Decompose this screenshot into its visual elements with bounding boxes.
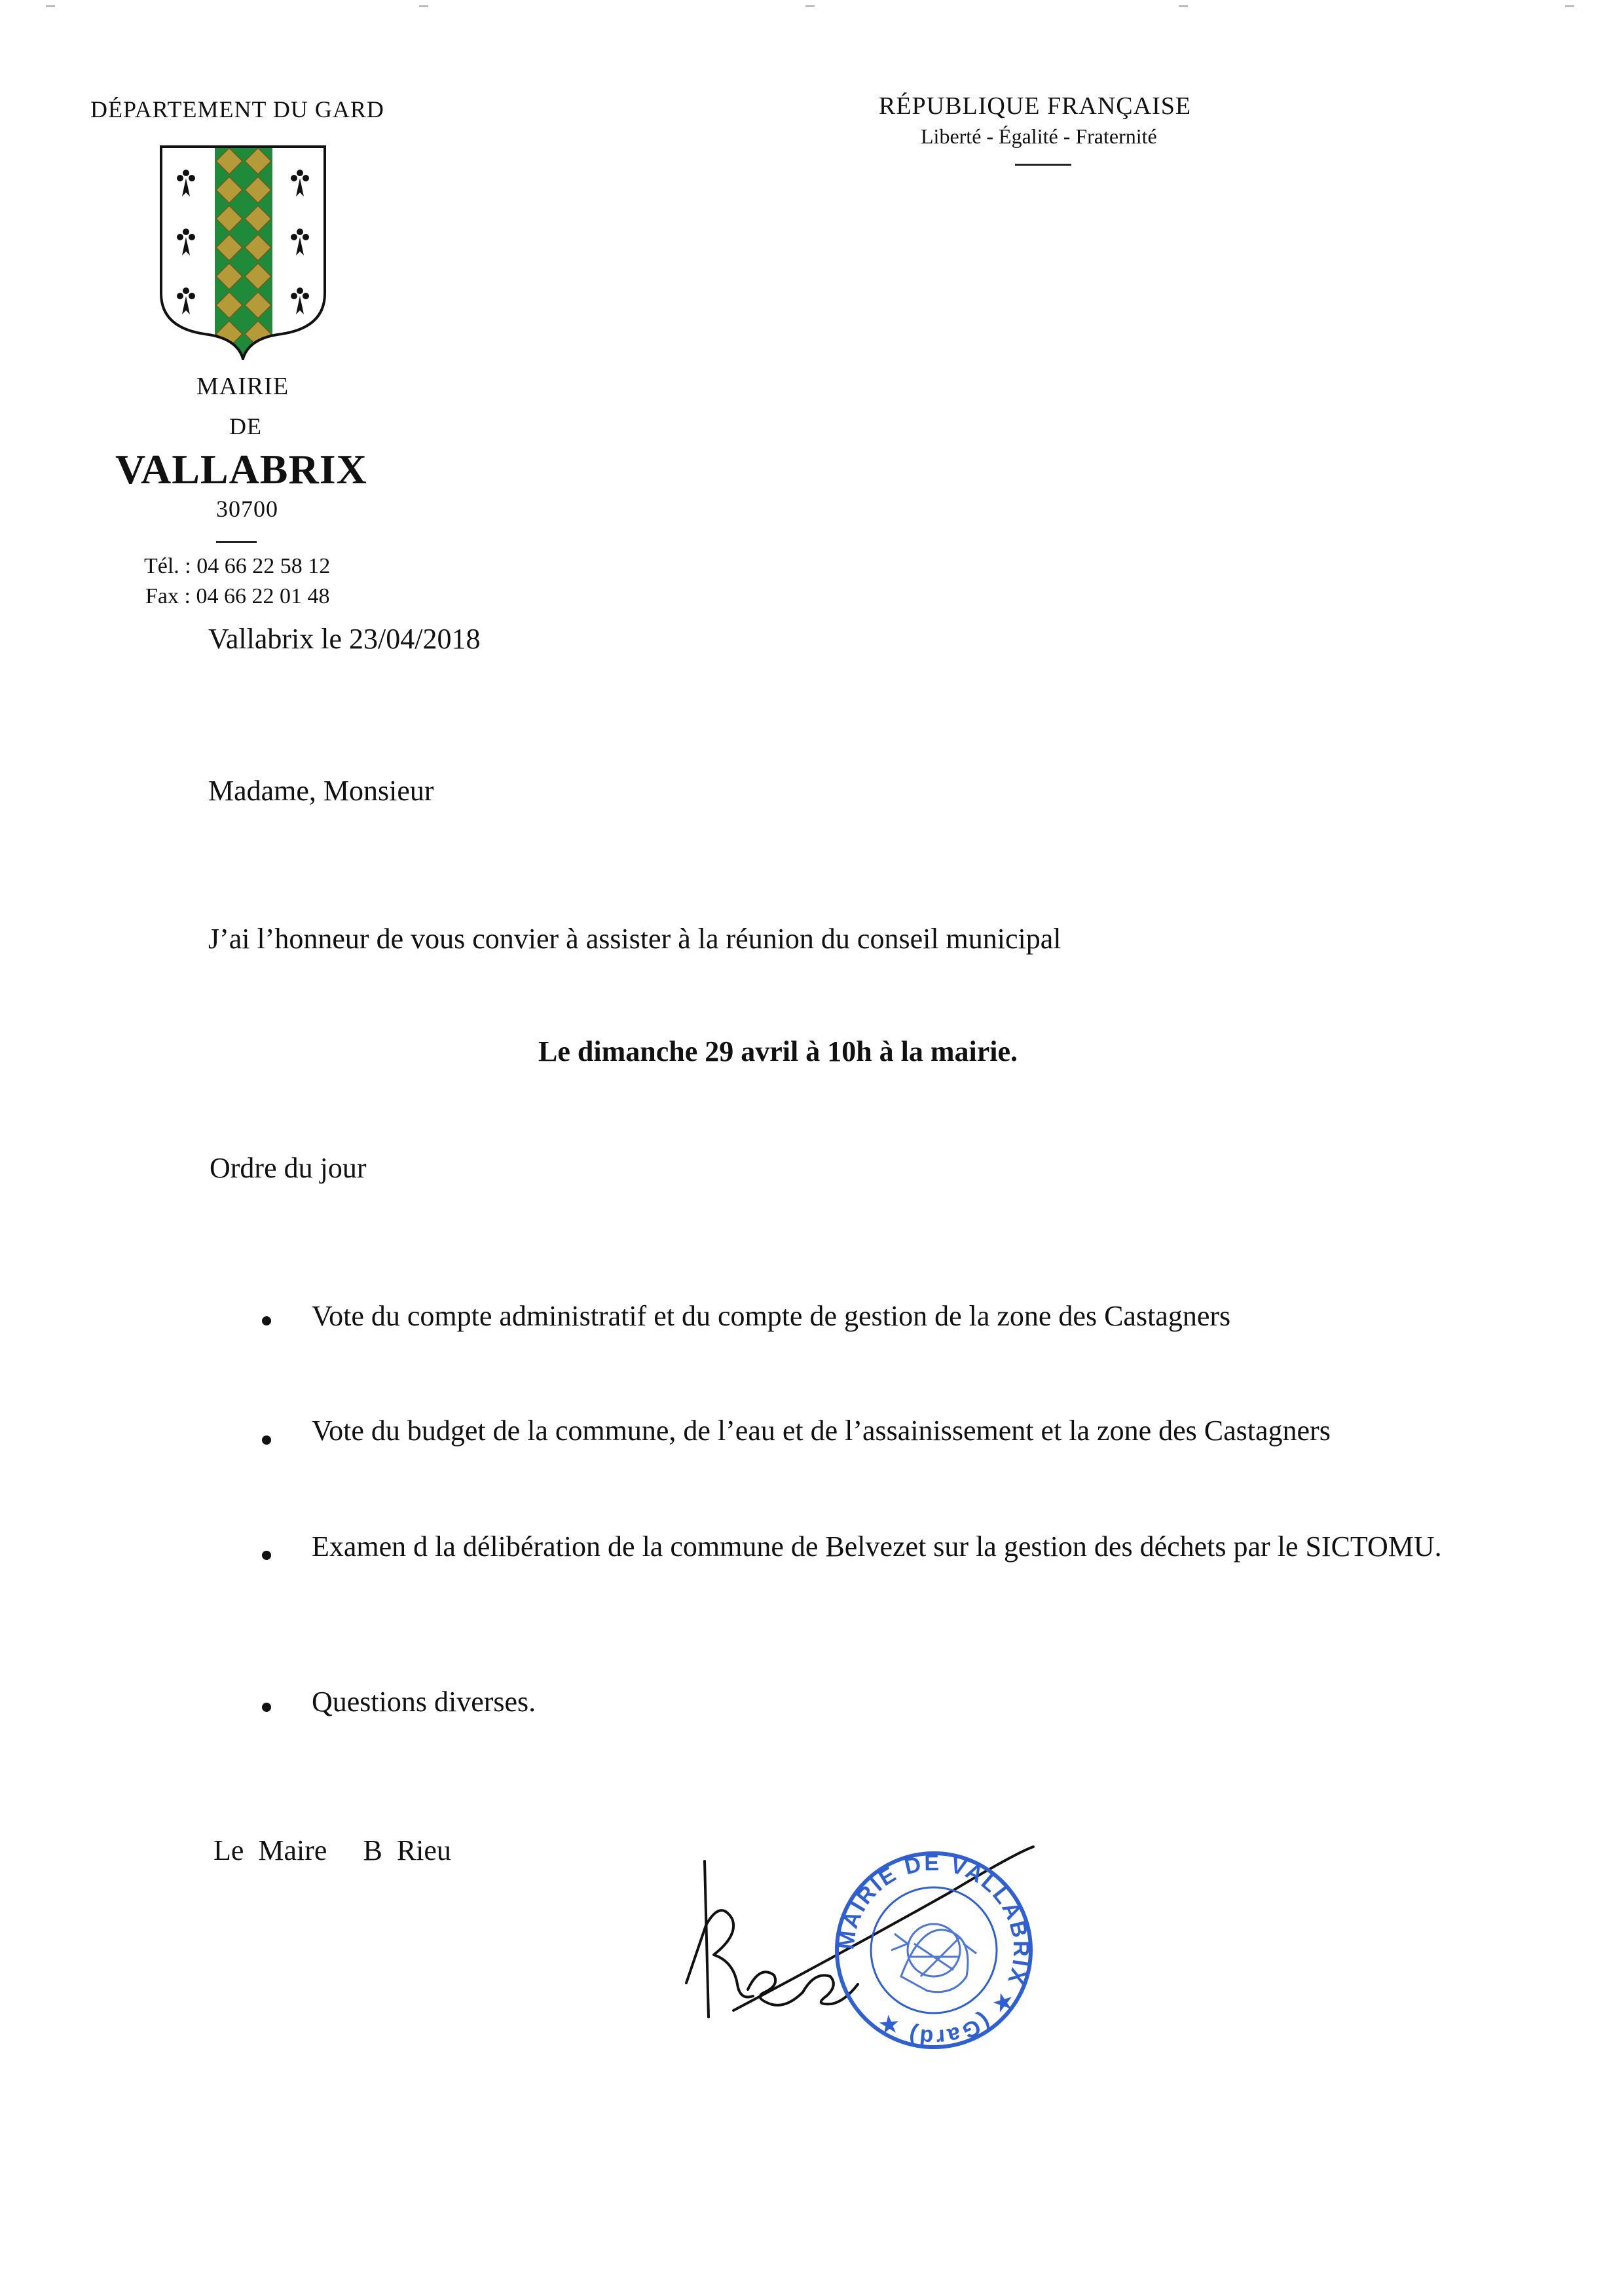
bullet-icon <box>262 1551 271 1560</box>
department-label: DÉPARTEMENT DU GARD <box>90 96 384 122</box>
coat-of-arms-icon <box>157 143 329 363</box>
agenda-item-text: Questions diverses. <box>312 1686 536 1718</box>
bullet-icon <box>262 1316 271 1325</box>
mairie-rule <box>216 541 257 543</box>
meeting-details: Le dimanche 29 avril à 10h à la mairie. <box>538 1035 1018 1067</box>
bullet-icon <box>262 1435 271 1445</box>
salutation: Madame, Monsieur <box>208 775 434 807</box>
telephone: Tél. : 04 66 22 58 12 <box>144 554 331 578</box>
postcode: 30700 <box>216 496 278 522</box>
stamp-text: MAIRIE DE VALLABRIX ★ (Gard) ★ <box>834 1850 1034 2050</box>
scan-mark <box>419 5 428 7</box>
mairie-de-label: DE <box>229 413 262 439</box>
official-stamp <box>829 1845 1039 2058</box>
header-rule <box>1015 164 1071 166</box>
signature-line: Le Maire B Rieu <box>213 1834 451 1866</box>
bullet-icon <box>262 1703 271 1712</box>
scan-mark <box>1565 5 1574 7</box>
agenda-title: Ordre du jour <box>210 1152 367 1184</box>
agenda-item-text: Vote du budget de la commune, de l’eau et de l’assainissement et la zone des Castagners <box>312 1415 1331 1447</box>
scan-mark <box>805 5 815 7</box>
town-name: VALLABRIX <box>115 446 367 492</box>
place-date: Vallabrix le 23/04/2018 <box>208 623 481 655</box>
agenda-item-text: Vote du compte administratif et du compte de gestion de la zone des Castagners <box>312 1300 1231 1332</box>
mairie-label: MAIRIE <box>196 373 289 400</box>
scan-mark <box>1179 5 1188 7</box>
republic-label: RÉPUBLIQUE FRANÇAISE <box>879 92 1192 120</box>
fax: Fax : 04 66 22 01 48 <box>145 584 330 608</box>
intro-paragraph: J’ai l’honneur de vous convier à assister à la réunion du conseil municipal <box>208 923 1061 955</box>
agenda-item-text: Examen d la délibération de la commune de Belvezet sur la gestion des déchets par le SICTOMU. <box>312 1530 1442 1563</box>
scan-mark <box>46 5 55 7</box>
motto-label: Liberté - Égalité - Fraternité <box>921 124 1157 148</box>
